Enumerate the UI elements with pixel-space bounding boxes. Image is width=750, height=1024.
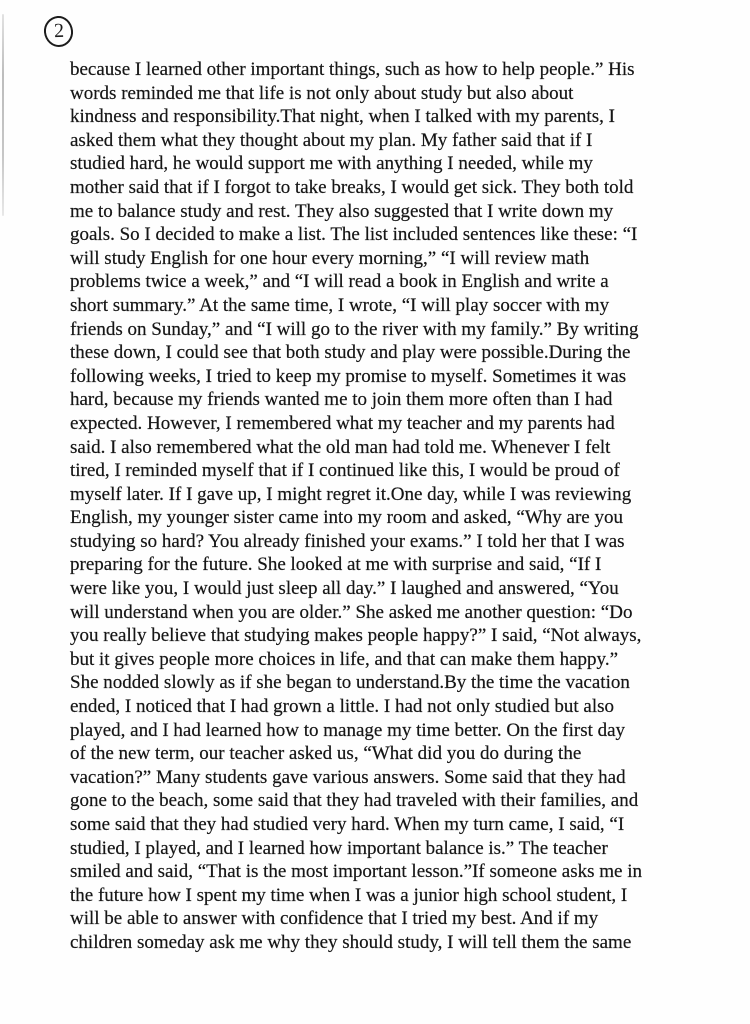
text-line: you really believe that studying makes people happy?” I said, “Not always, (70, 625, 642, 647)
text-line: She nodded slowly as if she began to understand.By the time the vacation (70, 672, 630, 694)
text-line: but it gives people more choices in life, and that can make them happy.” (70, 648, 619, 670)
text-line: of the new term, our teacher asked us, “What did you do during the (70, 743, 582, 765)
text-line: goals. So I decided to make a list. The list included sentences like these: “I (70, 224, 638, 246)
text-line: smiled and said, “That is the most important lesson.”If someone asks me in (70, 861, 643, 883)
text-line: ended, I noticed that I had grown a little. I had not only studied but also (70, 696, 615, 718)
text-line: studied, I played, and I learned how important balance is.” The teacher (70, 837, 608, 859)
text-line: words reminded me that life is not only about study but also about (70, 82, 574, 104)
text-line: will understand when you are older.” She asked me another question: “Do (70, 601, 633, 623)
text-line: hard, because my friends wanted me to join them more often than I had (70, 389, 613, 411)
page-number: 2 (53, 19, 64, 43)
text-line: some said that they had studied very hard. When my turn came, I said, “I (70, 814, 625, 835)
text-line: said. I also remembered what the old man had told me. Whenever I felt (70, 436, 611, 458)
text-line: problems twice a week,” and “I will read a book in English and write a (70, 271, 609, 293)
text-line: English, my younger sister came into my room and asked, “Why are you (70, 507, 623, 529)
text-line: the future how I spent my time when I was a junior high school student, I (70, 884, 628, 906)
text-line: kindness and responsibility.That night, when I talked with my parents, I (70, 106, 615, 128)
text-line: because I learned other important things, such as how to help people.” His (70, 59, 635, 80)
text-line: studied hard, he would support me with anything I needed, while my (70, 153, 593, 175)
text-line: will be able to answer with confidence that I tried my best. And if my (70, 908, 599, 930)
scan-edge-artifact (2, 14, 4, 216)
text-line: following weeks, I tried to keep my promise to myself. Sometimes it was (70, 365, 627, 387)
text-line: gone to the beach, some said that they had traveled with their families, and (70, 790, 639, 812)
text-line: me to balance study and rest. They also suggested that I write down my (70, 200, 614, 222)
text-line: played, and I had learned how to manage my time better. On the first day (70, 719, 626, 741)
page-number-badge (42, 15, 74, 49)
text-line: children someday ask me why they should study, I will tell them the same (70, 931, 632, 953)
text-line: asked them what they thought about my plan. My father said that if I (70, 129, 593, 151)
text-line: mother said that if I forgot to take breaks, I would get sick. They both told (70, 176, 634, 198)
text-line: studying so hard? You already finished your exams.” I told her that I was (70, 530, 625, 552)
text-line: were like you, I would just sleep all day.” I laughed and answered, “You (70, 578, 619, 600)
text-line: myself later. If I gave up, I might regret it.One day, while I was reviewing (70, 483, 632, 505)
text-line: tired, I reminded myself that if I continued like this, I would be proud of (70, 460, 620, 482)
text-line: expected. However, I remembered what my teacher and my parents had (70, 412, 615, 434)
passage-text (70, 58, 710, 955)
text-line: short summary.” At the same time, I wrote, “I will play soccer with my (70, 294, 610, 316)
text-line: will study English for one hour every morning,” “I will review math (70, 247, 590, 269)
text-line: vacation?” Many students gave various answers. Some said that they had (70, 766, 626, 788)
text-line: preparing for the future. She looked at me with surprise and said, “If I (70, 554, 602, 576)
text-line: these down, I could see that both study and play were possible.During the (70, 342, 631, 364)
text-line: friends on Sunday,” and “I will go to the river with my family.” By writing (70, 318, 639, 340)
